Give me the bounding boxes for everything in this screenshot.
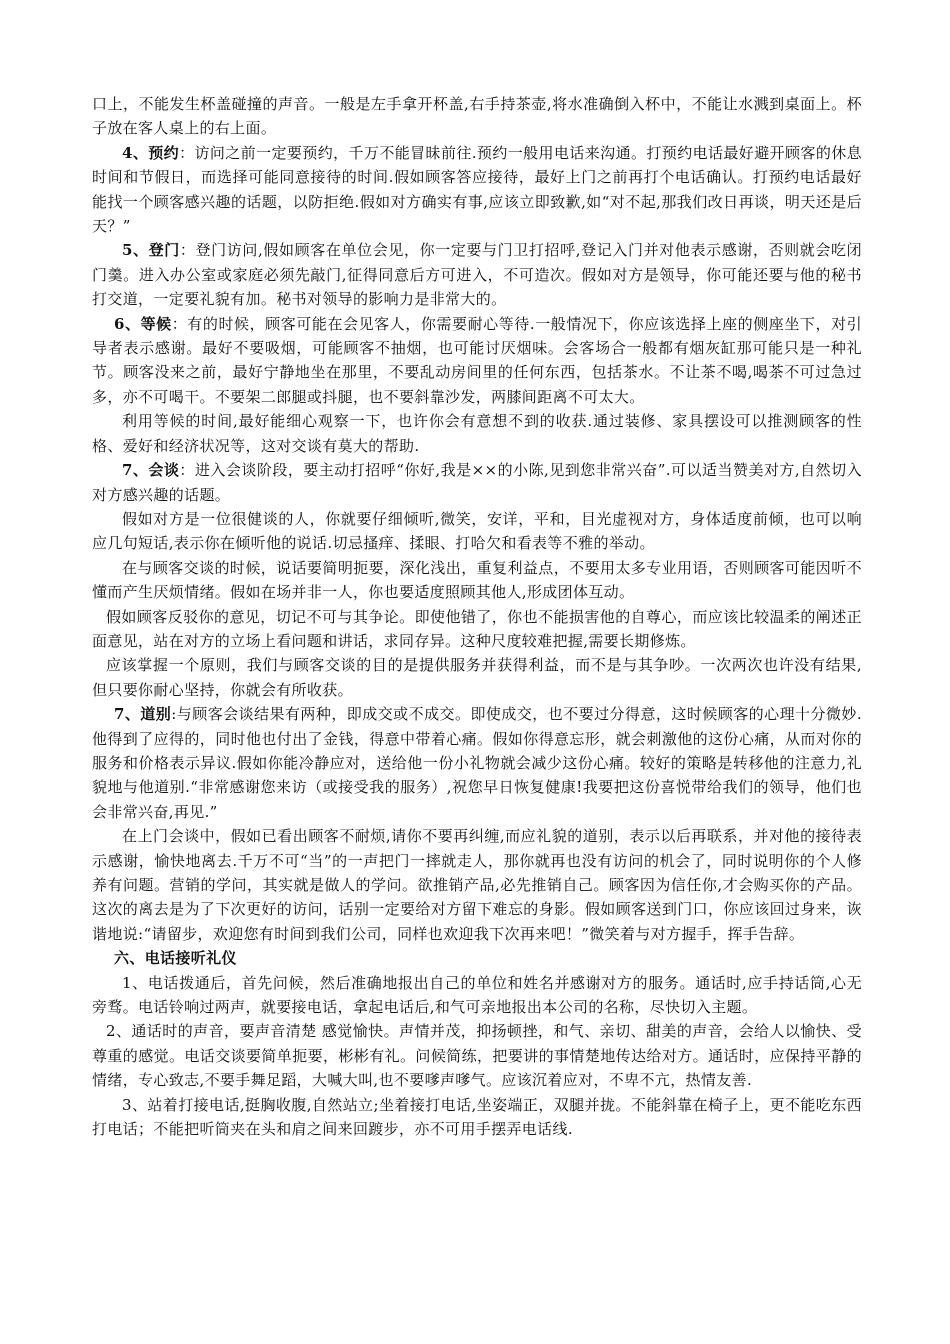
section-heading: 六、电话接听礼仪 [114,949,237,968]
paragraph-appointment [92,141,862,239]
paragraph-text: 在上门会谈中，假如已看出顾客不耐烦,请你不要再纠缠,而应礼貌的道别，表示以后再联系，并对他的接待表示感谢，愉快地离去.千万不可“当”的一声把门一摔就走人，那你就再也没有访问的机会了，同时说明你的个人修养有问题。营销的学问，其实就是做人的学问。欲推销产品,必先推销自己。顾客因为信任你,才会购买你的产品。这次的离去是为了下次更好的访问，话别一定要给对方留下难忘的身影。假如顾客送到门口，你应该回过身来，诙谐地说:“请留步，欢迎您有时间到我们公司，同样也欢迎我下次再来吧！”微笑着与对方握手，挥手告辞。 [92,827,862,943]
paragraph-tea-serving [92,92,862,141]
paragraph-observe [92,409,862,458]
paragraph-phone-3 [92,1093,862,1142]
paragraph-farewell [92,702,862,824]
item-label-meeting: 7、会谈 [122,461,180,480]
paragraph-text: ：访问之前一定要预约，千万不能冒昧前往.预约一般用电话来沟通。打预约电话最好避开顾客的休息时间和节假日，而选择可能同意接待的时间.假如顾客答应接待，最好上门之前再打个电话确认。打预约电话最好能找一个顾客感兴趣的话题，以防拒绝.假如对方确实有事,应该立即致歉,如“对不起,那我们改日再谈，明天还是后天？” [92,143,862,236]
paragraph-conversation [92,556,862,605]
paragraph-waiting [92,312,862,410]
paragraph-text: 假如对方是一位很健谈的人，你就要仔细倾听,微笑，安详，平和，目光虚视对方，身体适度前倾，也可以响应几句短话,表示你在倾听他的说话.切忌搔痒、揉眼、打哈欠和看表等不雅的举动。 [92,509,862,553]
paragraph-text: 3、站着打接电话,挺胸收腹,自然站立;坐着接打电话,坐姿端正，双腿并拢。不能斜靠在椅子上，更不能吃东西打电话；不能把听筒夹在头和肩之间来回踱步，亦不可用手摆弄电话线. [92,1095,862,1139]
paragraph-text: 利用等候的时间,最好能细心观察一下，也许你会有意想不到的收获.通过装修、家具摆设可以推测顾客的性格、爱好和经济状况等，这对交谈有莫大的帮助. [92,412,862,455]
paragraph-text: 口上，不能发生杯盖碰撞的声音。一般是左手拿开杯盖,右手持茶壶,将水准确倒入杯中，不能让水溅到桌面上。杯子放在客人桌上的右上面。 [92,95,862,138]
paragraph-listening [92,507,862,556]
paragraph-principle [92,653,862,702]
paragraph-phone-2 [92,1019,862,1092]
paragraph-disagreement [92,605,862,654]
paragraph-phone-1 [92,971,862,1020]
paragraph-text: ：有的时候，顾客可能在会见客人，你需要耐心等待.一般情况下，你应该选择上座的侧座坐下，对引导者表示感谢。最好不要吸烟，可能顾客不抽烟，也可能讨厌烟味。会客场合一般都有烟灰缸那可能只是一种礼节。顾客没来之前，最好宁静地坐在那里，不要乱动房间里的任何东西，包括茶水。不让茶不喝,喝茶不可过急过多，亦不可喝干。不要架二郎腿或抖腿，也不要斜靠沙发，两膝间距离不可太大。 [92,314,862,406]
paragraph-text: :与顾客会谈结果有两种，即成交或不成交。即使成交，也不要过分得意，这时候顾客的心理十分微妙.他得到了应得的，同时他也付出了金钱，得意中带着心痛。假如你得意忘形，就会刺激他的这份心痛，从而对你的服务和价格表示异议.假如你能冷静应对，送给他一份小礼物就会减少这份心痛。较好的策略是转移他的注意力,礼貌地与他道别.“非常感谢您来访（或接受我的服务）,祝您早日恢复健康!我要把这份喜悦带给我们的领导，他们也会非常兴奋,再见.” [92,705,862,821]
paragraph-text: 假如顾客反驳你的意见，切记不可与其争论。即使他错了，你也不能损害他的自尊心，而应该比较温柔的阐述正面意见，站在对方的立场上看问题和讲话，求同存异。这种尺度较难把握,需要长期修炼。 [92,607,862,650]
paragraph-visit [92,238,862,311]
item-label-visit: 5、登门 [122,241,180,260]
item-label-farewell: 7、道别 [114,705,172,724]
paragraph-text: 1、电话拨通后，首先问候，然后准确地报出自己的单位和姓名并感谢对方的服务。通话时,应手持话筒,心无旁骛。电话铃响过两声，就要接电话，拿起电话后,和气可亲地报出本公司的名称，尽快切入主题。 [92,973,862,1017]
paragraph-meeting [92,458,862,507]
paragraph-leaving [92,824,862,946]
paragraph-text: ：进入会谈阶段，要主动打招呼“你好,我是××的小陈,见到您非常兴奋”.可以适当赞美对方,自然切入对方感兴趣的话题。 [92,461,862,504]
item-label-waiting: 6、等候 [114,314,172,333]
paragraph-text: 在与顾客交谈的时候，说话要简明扼要，深化浅出，重复利益点，不要用太多专业用语，否则顾客可能因听不懂而产生厌烦情绪。假如在场并非一人，你也要适度照顾其他人,形成团体互动。 [92,558,862,602]
paragraph-text: 2、通话时的声音，要声音清楚 感觉愉快。声情并茂，抑扬顿挫，和气、亲切、甜美的声音，会给人以愉快、受尊重的感觉。电话交谈要简单扼要，彬彬有礼。问候简练，把要讲的事情楚地传达给对方。通话时，应保持平静的情绪，专心致志,不要手舞足蹈，大喊大叫,也不要嗲声嗲气。应该沉着应对，不卑不亢，热情友善. [92,1022,862,1090]
item-label-appointment: 4、预约 [122,143,180,162]
paragraph-text: ：登门访问,假如顾客在单位会见，你一定要与门卫打招呼,登记入门并对他表示感谢，否则就会吃闭门羹。进入办公室或家庭必须先敲门,征得同意后方可进入，不可造次。假如对方是领导，你可能还要与他的秘书打交道，一定要礼貌有加。秘书对领导的影响力是非常大的。 [92,241,862,309]
paragraph-text: 应该掌握一个原则，我们与顾客交谈的目的是提供服务并获得利益，而不是与其争吵。一次两次也许没有结果,但只要你耐心坚持，你就会有所收获。 [92,656,862,699]
